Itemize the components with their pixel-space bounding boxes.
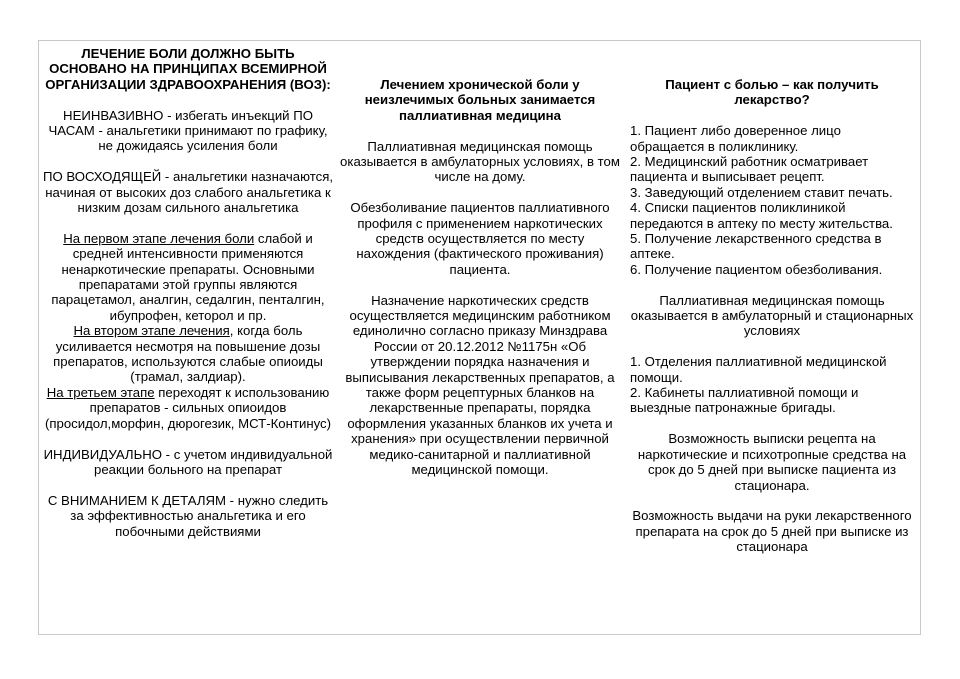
stage-3-text: переходят к использованию препаратов - сильных опиоидов (просидол,морфин, дюрогезик, МСТ-Континус) bbox=[44, 384, 332, 431]
principle-individual-term: ИНДИВИДУАЛЬНО bbox=[43, 446, 163, 462]
step-item: 2. Медицинский работник осматривает пациента и выписывает рецепт. bbox=[630, 154, 869, 185]
get-medicine-steps bbox=[627, 123, 917, 277]
principle-noninvasive-text: - избегать инъекций ПО ЧАСАМ - анальгетики принимают по графику, не дожидаясь усиления боли bbox=[48, 107, 328, 154]
step-item: 5. Получение лекарственного средства в аптеке. bbox=[630, 231, 882, 262]
column-get-medicine bbox=[627, 41, 917, 555]
stage-2-label: На втором этапе лечения bbox=[73, 323, 230, 339]
care-unit-item: 1. Отделения паллиативной медицинской помощи. bbox=[630, 354, 887, 385]
palliative-paragraph-2: Обезболивание пациентов паллиативного профиля с применением наркотических средств осуществляется по месту нахождения (фактического проживания) пациента. bbox=[350, 200, 610, 277]
principle-ascending-term: ПО ВОСХОДЯЩЕЙ bbox=[43, 169, 162, 185]
column-palliative-care bbox=[339, 41, 621, 478]
step-item: 4. Списки пациентов поликлиникой передаются в аптеку по месту жительства. bbox=[630, 200, 893, 231]
treatment-stage-2 bbox=[43, 323, 333, 385]
care-conditions-text: Паллиативная медицинская помощь оказывается в амбулаторный и стационарных условиях bbox=[630, 292, 914, 339]
principle-attention-text: - нужно следить за эффективностью анальгетика и его побочными действиями bbox=[70, 492, 329, 539]
care-unit-item: 2. Кабинеты паллиативной помощи и выездные патронажные бригады. bbox=[630, 385, 859, 416]
step-item: 1. Пациент либо доверенное лицо обращается в поликлинику. bbox=[630, 123, 841, 154]
get-medicine-title: Пациент с болью – как получить лекарство? bbox=[665, 77, 879, 108]
stage-2-text: , когда боль усиливается несмотря на повышение дозы препаратов, используются слабые опиоиды (трамал, залдиар). bbox=[53, 323, 323, 385]
treatment-stage-3 bbox=[43, 385, 333, 431]
palliative-paragraph-1: Паллиативная медицинская помощь оказывается в амбулаторных условиях, в том числе на дому. bbox=[340, 138, 620, 185]
principle-individual bbox=[43, 447, 333, 478]
principle-noninvasive bbox=[43, 108, 333, 154]
care-units-list bbox=[627, 354, 917, 416]
principle-individual-text: - с учетом индивидуальной реакции больного на препарат bbox=[93, 446, 333, 477]
principle-ascending bbox=[43, 169, 333, 215]
principle-noninvasive-term: НЕИНВАЗИВНО bbox=[63, 107, 164, 123]
principle-ascending-text: - анальгетики назначаются, начиная от высоких доз слабого анальгетика к низким дозам сильного анальгетика bbox=[45, 169, 334, 216]
step-item: 6. Получение пациентом обезболивания. bbox=[630, 261, 883, 277]
principle-attention bbox=[43, 493, 333, 539]
prescription-option-text: Возможность выписки рецепта на наркотические и психотропные средства на срок до 5 дней при выписке пациента из стационара. bbox=[637, 431, 907, 493]
stage-3-label: На третьем этапе bbox=[46, 384, 155, 400]
stage-1-text: слабой и средней интенсивности применяются ненаркотические препараты. Основными препаратами этой группы являются парацетамол, аналгин, седалгин, пенталгин, ибупрофен, кеторол и пр. bbox=[51, 230, 325, 323]
document-frame bbox=[38, 40, 921, 635]
who-principles-title: ЛЕЧЕНИЕ БОЛИ ДОЛЖНО БЫТЬ ОСНОВАНО НА ПРИНЦИПАХ ВСЕМИРНОЙ ОРГАНИЗАЦИИ ЗДРАВООХРАНЕНИЯ (ВОЗ): bbox=[45, 46, 331, 92]
principle-attention-term: С ВНИМАНИЕМ К ДЕТАЛЯМ bbox=[47, 492, 226, 508]
treatment-stage-1 bbox=[43, 231, 333, 323]
palliative-title: Лечением хронической боли у неизлечимых больных занимается паллиативная медицина bbox=[364, 77, 596, 123]
column-who-principles bbox=[43, 41, 333, 539]
step-item: 3. Заведующий отделением ставит печать. bbox=[630, 184, 893, 200]
hand-out-option-text: Возможность выдачи на руки лекарственного препарата на срок до 5 дней при выписке из стационара bbox=[632, 508, 912, 555]
stage-1-label: На первом этапе лечения боли bbox=[63, 230, 255, 246]
palliative-paragraph-3: Назначение наркотических средств осуществляется медицинским работником единолично согласно приказу Минздрава России от 20.12.2012 №1175н «Об утверждении порядка назначения и выписывания лекарственных препаратов, а также форм рецептурных бланков на лекарственные препараты, порядка оформления указанных бланков их учета и хранения» при осуществлении первичной медико-санитарной и паллиативной медицинской помощи. bbox=[345, 292, 615, 478]
